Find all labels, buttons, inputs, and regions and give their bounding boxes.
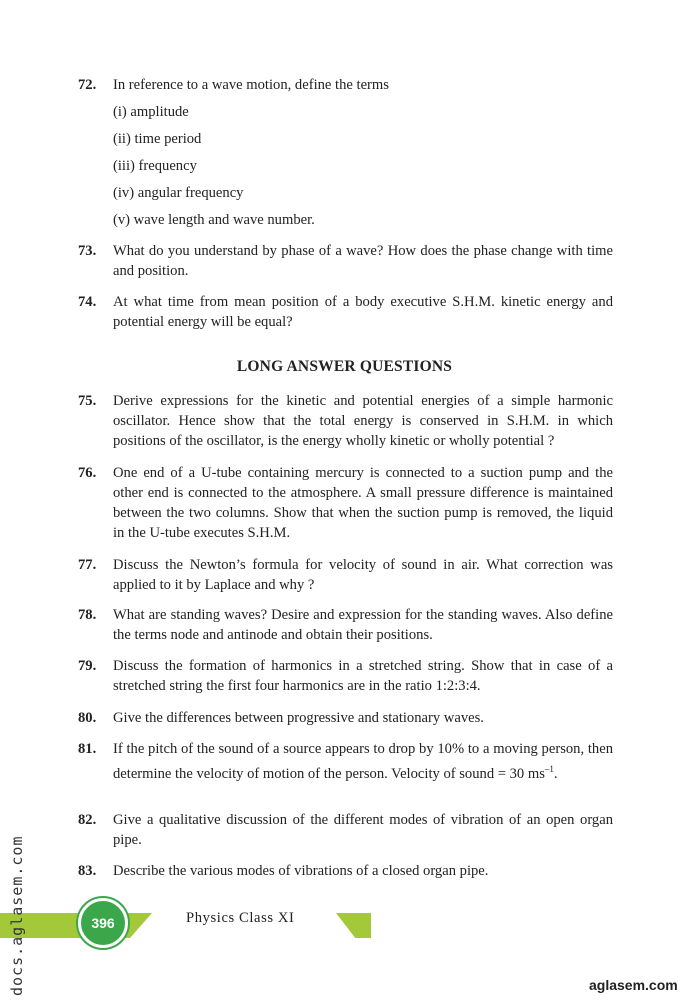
question-number: 74. xyxy=(78,294,97,310)
question-text: Derive expressions for the kinetic and potential energies of a simple harmonic oscillator. Hence show that the total energy is conserved in S.H.M. in which positions of the oscillator, is the energy wholly kinetic or wholly potential ? xyxy=(113,393,613,449)
question-text-tail: . xyxy=(553,765,558,782)
superscript: –1 xyxy=(544,764,554,774)
question-text: One end of a U-tube containing mercury is connected to a suction pump and the other end is connected to the atmosphere. A small pressure difference is maintained between the two columns. Show that when the suction pump is removed, the liquid in the U-tube executes S.H.M. xyxy=(113,465,613,541)
question-number: 72. xyxy=(78,77,97,93)
question-number: 81. xyxy=(78,741,97,757)
question-text: At what time from mean position of a body executive S.H.M. kinetic energy and potential energy will be equal? xyxy=(113,294,613,330)
page-number: 396 xyxy=(91,915,115,931)
question-number: 82. xyxy=(78,812,97,828)
question-text: In reference to a wave motion, define the terms xyxy=(113,77,389,93)
question-number: 79. xyxy=(78,658,97,674)
subitem-frequency: (iii) frequency xyxy=(113,158,197,174)
question-text: Give a qualitative discussion of the different modes of vibration of an open organ pipe. xyxy=(113,812,613,848)
question-text: Describe the various modes of vibrations of a closed organ pipe. xyxy=(113,863,489,879)
side-watermark: docs.aglasem.com xyxy=(8,835,26,996)
question-text: What do you understand by phase of a wave? How does the phase change with time and position. xyxy=(113,243,613,279)
subitem-time-period: (ii) time period xyxy=(113,131,202,147)
question-text xyxy=(113,739,613,784)
brand-watermark: aglasem.com xyxy=(589,977,678,993)
page-number-badge xyxy=(78,898,128,948)
section-heading: LONG ANSWER QUESTIONS xyxy=(236,358,453,375)
question-number: 78. xyxy=(78,607,97,623)
question-number: 83. xyxy=(78,863,97,879)
footer-accent-bar-tip xyxy=(130,913,152,938)
question-number: 77. xyxy=(78,557,97,573)
footer-accent-wedge xyxy=(336,913,371,938)
question-text: What are standing waves? Desire and expression for the standing waves. Also define the terms node and antinode and obtain their positions. xyxy=(113,607,613,643)
subitem-angular-frequency: (iv) angular frequency xyxy=(113,185,244,201)
question-number: 75. xyxy=(78,393,97,409)
question-text: Discuss the formation of harmonics in a stretched string. Show that in case of a stretched string the first four harmonics are in the ratio 1:2:3:4. xyxy=(113,658,613,694)
question-text: Discuss the Newton’s formula for velocity of sound in air. What correction was applied to it by Laplace and why ? xyxy=(113,557,613,593)
question-number: 80. xyxy=(78,710,97,726)
question-text-body: If the pitch of the sound of a source appears to drop by 10% to a moving person, then determine the velocity of motion of the person. Velocity of sound = 30 ms xyxy=(113,741,613,782)
subitem-amplitude: (i) amplitude xyxy=(113,104,189,120)
question-text: Give the differences between progressive and stationary waves. xyxy=(113,710,484,726)
subitem-wavelength: (v) wave length and wave number. xyxy=(113,212,315,228)
footer-title: Physics Class XI xyxy=(186,910,295,926)
question-number: 76. xyxy=(78,465,97,481)
question-number: 73. xyxy=(78,243,97,259)
